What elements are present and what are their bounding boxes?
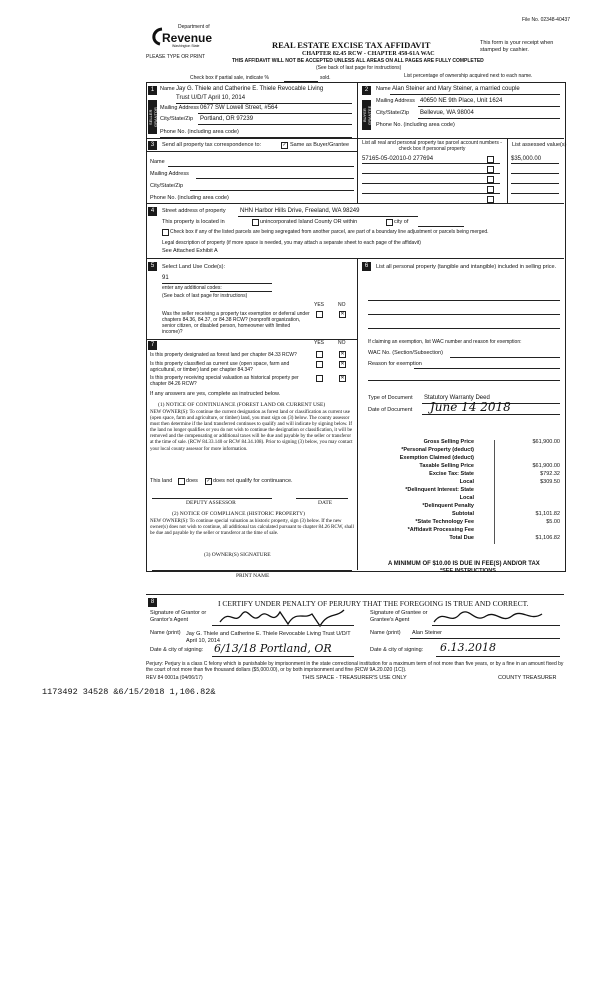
same-as-buyer-label: Same as Buyer/Grantee: [290, 142, 350, 148]
perjury-notice: Perjury: Perjury is a class C felony which is punishable by imprisonment in the state correctional institution for a maximum term of not more than five years, or by a fine in an amount fixed by the court of not more than five thousand dollars ($5,000.00), or by both imprisonment and fine (RCW 9A.20.020 (1C)).: [146, 661, 564, 673]
q2-yes-checkbox[interactable]: [316, 351, 323, 358]
exemption-label: If claiming an exemption, list WAC number and reason for exemption:: [368, 339, 522, 345]
city-of-checkbox[interactable]: [386, 219, 393, 226]
treasurer-use: THIS SPACE - TREASURER'S USE ONLY: [302, 675, 407, 681]
grantor-name-label: Name (print): [150, 630, 181, 636]
section-6-number: 6: [362, 262, 371, 271]
qualify-label: qualify for continuance.: [236, 478, 293, 484]
notice2-text: NEW OWNER(S): To continue special valuation as historic property, sign (3) below. If the new owner(s) does not wish to continue, all additional tax calculated pursuant to chapter 84.26 RCW, shall be due and payable by the seller or transferor at the time of sale.: [150, 519, 354, 537]
total-row-label: Local: [459, 495, 474, 501]
total-row-label: Local: [459, 479, 474, 485]
yes-header-2: YES: [314, 340, 325, 346]
buyer-phone-label: Phone No. (including area code): [376, 122, 455, 128]
section-3-number: 3: [148, 141, 157, 150]
does-checkbox[interactable]: [178, 478, 185, 485]
land-use-label: Select Land Use Code(s):: [162, 264, 225, 270]
does-not-checkbox[interactable]: ✓: [206, 478, 211, 484]
logo-state: Washington State: [172, 44, 200, 48]
total-row: [380, 536, 562, 544]
form-subtitle: CHAPTER 82.45 RCW - CHAPTER 458-61A WAC: [302, 51, 435, 57]
minimum-fee-note: A MINIMUM OF $10.00 IS DUE IN FEE(S) AND/OR TAX: [388, 561, 540, 567]
total-row-label: *Delinquent Interest: State: [405, 487, 474, 493]
grantor-date-city[interactable]: 6/13/18 Portland, OR: [214, 642, 332, 655]
section-4-number: 4: [148, 207, 157, 216]
county-treasurer: COUNTY TREASURER: [498, 675, 557, 681]
notice1-text: NEW OWNER(S): To continue the current designation as forest land or classification as current use (open space, farm and agriculture, or timber) land, you must sign on (3) below. The county assessor must then determine if the land transferred continues to qualify and will indicate by signing below. If the land no longer qualifies or you do not wish to continue the designation or classification, it will be removed and the compensating or additional taxes will be due and payable by the seller or transferor at the time of sale. (RCW 84.33.140 or RCW 84.34.108). Prior to signing (3) below, you may contact your local county assessor for more information.: [150, 410, 353, 452]
total-row-label: Excise Tax: State: [429, 471, 474, 477]
total-row-label: Subtotal: [452, 511, 474, 517]
deputy-date: DATE: [318, 500, 333, 506]
tax-correspondence-label: Send all property tax correspondence to:: [162, 142, 262, 148]
no-header-2: NO: [338, 340, 346, 346]
print-name-label: PRINT NAME: [236, 573, 270, 579]
grantor-name[interactable]: Jay G. Thiele and Catherine E. Thiele Revocable Living Trust U/D/T April 10, 2014: [186, 631, 351, 644]
logo-dept: Department of: [178, 24, 210, 30]
date-doc[interactable]: June 14 2018: [430, 400, 511, 414]
property-street[interactable]: NHN Harbor Hills Drive, Freeland, WA 98249: [240, 208, 360, 214]
please-type: PLEASE TYPE OR PRINT: [146, 54, 206, 60]
q1-exemption: Was the seller receiving a property tax exemption or deferral under chapters 84.36, 84.37, or 84.38 RCW? (nonprofit organization, senior citizen, or disabled person, homeowner with limited income)?: [162, 311, 310, 335]
total-row-value[interactable]: $309.50: [540, 479, 560, 485]
this-land-label: This land: [150, 478, 173, 484]
logo-name: Revenue: [162, 31, 213, 45]
form-title: REAL ESTATE EXCISE TAX AFFIDAVIT: [272, 40, 431, 50]
unincorporated-checkbox[interactable]: [252, 219, 259, 226]
seller-name[interactable]: Jay G. Thiele and Catherine E. Thiele Revocable Living: [176, 86, 324, 92]
land-use-see-back: (See back of last page for instructions): [162, 293, 248, 299]
segregated-checkbox[interactable]: [162, 229, 169, 236]
no-header-1: NO: [338, 302, 346, 308]
personal-property-checkbox-5[interactable]: [487, 196, 494, 203]
total-row-label: Gross Selling Price: [423, 439, 474, 445]
same-as-buyer-checkbox[interactable]: ✓: [282, 142, 287, 148]
grantor-signature-label: Signature of Grantor or Grantor's Agent: [150, 610, 207, 623]
assessed-header: List assessed value(s): [512, 142, 567, 148]
see-instructions: *SEE INSTRUCTIONS: [440, 568, 496, 574]
q4-no-checkbox[interactable]: ✕: [340, 375, 345, 381]
section-1-number: 1: [148, 86, 157, 95]
treasurer-stamp: 1173492 34528 &6/15/2018 1,106.82&: [42, 687, 216, 697]
total-row-label: *Personal Property (deduct): [401, 447, 474, 453]
grantee-name-label: Name (print): [370, 630, 401, 636]
section-8-number: 8: [148, 598, 157, 607]
type-doc-label: Type of Document: [368, 395, 413, 401]
owner-signature-label: (3) OWNER(S) SIGNATURE: [204, 552, 271, 558]
personal-property-checkbox-1[interactable]: [487, 156, 494, 163]
totals-table: [380, 440, 562, 544]
total-row-label: *State Technology Fee: [415, 519, 474, 525]
form-number: REV 84 0001a (04/06/17): [146, 675, 203, 681]
receipt-note: This form is your receipt when stamped by cashier.: [480, 40, 554, 53]
q3-current-use: Is this property classified as current use (open space, farm and agricultural, or timber) land per chapter 84.34?: [150, 361, 290, 373]
q4-historical: Is this property receiving special valuation as historical property per chapter 84.26 RCW?: [150, 375, 299, 387]
city-of-label: city of: [394, 219, 409, 225]
total-row-value[interactable]: $1,106.82: [535, 535, 560, 541]
total-row-value[interactable]: $792.32: [540, 471, 560, 477]
section-2-number: 2: [362, 86, 371, 95]
personal-property-checkbox-2[interactable]: [487, 166, 494, 173]
buyer-name[interactable]: Alan Steiner and Mary Steiner, a married couple: [392, 86, 520, 92]
total-row-label: Exemption Claimed (deduct): [399, 455, 474, 461]
grantee-date-label: Date & city of signing:: [370, 647, 424, 653]
parcel-number[interactable]: 57165-05-02010-0 277694: [362, 156, 434, 162]
reason-label: Reason for exemption: [368, 361, 422, 367]
percentage-note: List percentage of ownership acquired next to each name.: [404, 73, 533, 79]
q2-no-checkbox[interactable]: ✕: [340, 351, 345, 357]
sold-label: sold.: [320, 75, 331, 81]
s3-city-label: City/State/Zip: [150, 183, 184, 189]
grantee-date-city[interactable]: 6.13.2018: [440, 641, 496, 654]
seller-name-2[interactable]: Trust U/D/T April 10, 2014: [176, 95, 246, 101]
legal-description-label: Legal description of property (if more space is needed, you may attach a separate sheet to each page of the affidavit): [162, 240, 421, 246]
grantee-name[interactable]: Alan Steiner: [412, 630, 442, 636]
street-label: Street address of property: [162, 208, 226, 214]
buyer-grantee-tag: BUYER GRANTEE: [362, 100, 371, 130]
s3-phone-label: Phone No. (including area code): [150, 195, 229, 201]
partial-sale-label: Check box if partial sale, indicate %: [190, 75, 269, 81]
q2-forest-land: Is this property designated as forest land per chapter 84.33 RCW?: [150, 352, 297, 358]
personal-property-checkbox-3[interactable]: [487, 176, 494, 183]
dor-logo: [148, 24, 213, 50]
total-row-value[interactable]: $61,900.00: [532, 463, 560, 469]
additional-codes-label: enter any additional codes:: [162, 285, 222, 291]
section-5-number: 5: [148, 262, 157, 271]
notice2-title: (2) NOTICE OF COMPLIANCE (HISTORIC PROPERTY): [172, 511, 305, 517]
personal-property-label: List all personal property (tangible and intangible) included in selling price.: [376, 264, 557, 270]
seller-name-label: Name: [160, 86, 175, 92]
q3-no-checkbox[interactable]: ✕: [340, 361, 345, 367]
seller-mail[interactable]: 0677 SW Lowell Street, #564: [200, 105, 278, 111]
q3-yes-checkbox[interactable]: [316, 361, 323, 368]
total-row-label: Total Due: [449, 535, 474, 541]
seller-city-label: City/State/Zip: [160, 116, 194, 122]
assessed-value[interactable]: $35,000.00: [511, 156, 542, 162]
does-label: does: [186, 478, 198, 484]
total-row-label: *Delinquent Penalty: [422, 503, 474, 509]
s3-mail-label: Mailing Address: [150, 171, 189, 177]
yes-header-1: YES: [314, 302, 325, 308]
buyer-city-label: City/State/Zip: [376, 110, 410, 116]
unincorporated-label: unincorporated Island County OR within: [260, 219, 358, 225]
notice1-title: (1) NOTICE OF CONTINUANCE (FOREST LAND OR CURRENT USE): [158, 402, 326, 408]
parcel-header: List all real and personal property tax parcel account numbers - check box if personal property: [362, 140, 502, 152]
does-not-label: does not: [213, 478, 235, 484]
total-row-value[interactable]: $61,900.00: [532, 439, 560, 445]
s3-name-label: Name: [150, 159, 165, 165]
certify-statement: I CERTIFY UNDER PENALTY OF PERJURY THAT THE FOREGOING IS TRUE AND CORRECT.: [218, 599, 529, 608]
section-7-number: 7: [148, 341, 157, 350]
wac-label: WAC No. (Section/Subsection): [368, 350, 443, 356]
buyer-city[interactable]: Bellevue, WA 98004: [420, 110, 474, 116]
acceptance-warning: THIS AFFIDAVIT WILL NOT BE ACCEPTED UNLESS ALL AREAS ON ALL PAGES ARE FULLY COMPLETED: [232, 58, 484, 64]
located-label: This property is located in: [162, 219, 225, 225]
personal-property-checkbox-4[interactable]: [487, 186, 494, 193]
grantor-signature-icon: [212, 604, 352, 630]
total-row-value[interactable]: $5.00: [546, 519, 560, 525]
type-doc[interactable]: Statutory Warranty Deed: [424, 395, 490, 401]
grantor-date-label: Date & city of signing:: [150, 647, 204, 653]
see-back-note: (See back of last page for instructions): [316, 65, 402, 71]
if-yes-note: If any answers are yes, complete as instructed below.: [150, 391, 281, 397]
q1-no-checkbox[interactable]: ✕: [340, 311, 345, 317]
total-row-value[interactable]: $1,101.82: [535, 511, 560, 517]
segregated-label: Check box if any of the listed parcels are being segregated from another parcel, are part of a boundary line adjustment or parcels being merged.: [170, 229, 489, 235]
seller-city[interactable]: Portland, OR 97239: [200, 116, 254, 122]
seller-grantor-tag: SELLER GRANTOR: [148, 100, 157, 134]
file-number: File No. 02348-40437: [522, 17, 571, 23]
seller-mail-label: Mailing Address: [160, 105, 199, 111]
buyer-name-label: Name: [376, 86, 391, 92]
q4-yes-checkbox[interactable]: [316, 375, 323, 382]
buyer-mail[interactable]: 40650 NE 9th Place, Unit 1624: [420, 98, 503, 104]
see-exhibit[interactable]: See Attached Exhibit A: [162, 248, 218, 254]
land-use-code[interactable]: 91: [162, 275, 169, 281]
total-row-label: *Affidavit Processing Fee: [407, 527, 474, 533]
q1-yes-checkbox[interactable]: [316, 311, 323, 318]
deputy-assessor: DEPUTY ASSESSOR: [186, 500, 236, 506]
date-doc-label: Date of Document: [368, 407, 413, 413]
seller-phone-label: Phone No. (including area code): [160, 129, 239, 135]
grantee-signature-label: Signature of Grantee or Grantee's Agent: [370, 610, 428, 623]
buyer-mail-label: Mailing Address: [376, 98, 415, 104]
total-row-label: Taxable Selling Price: [419, 463, 474, 469]
